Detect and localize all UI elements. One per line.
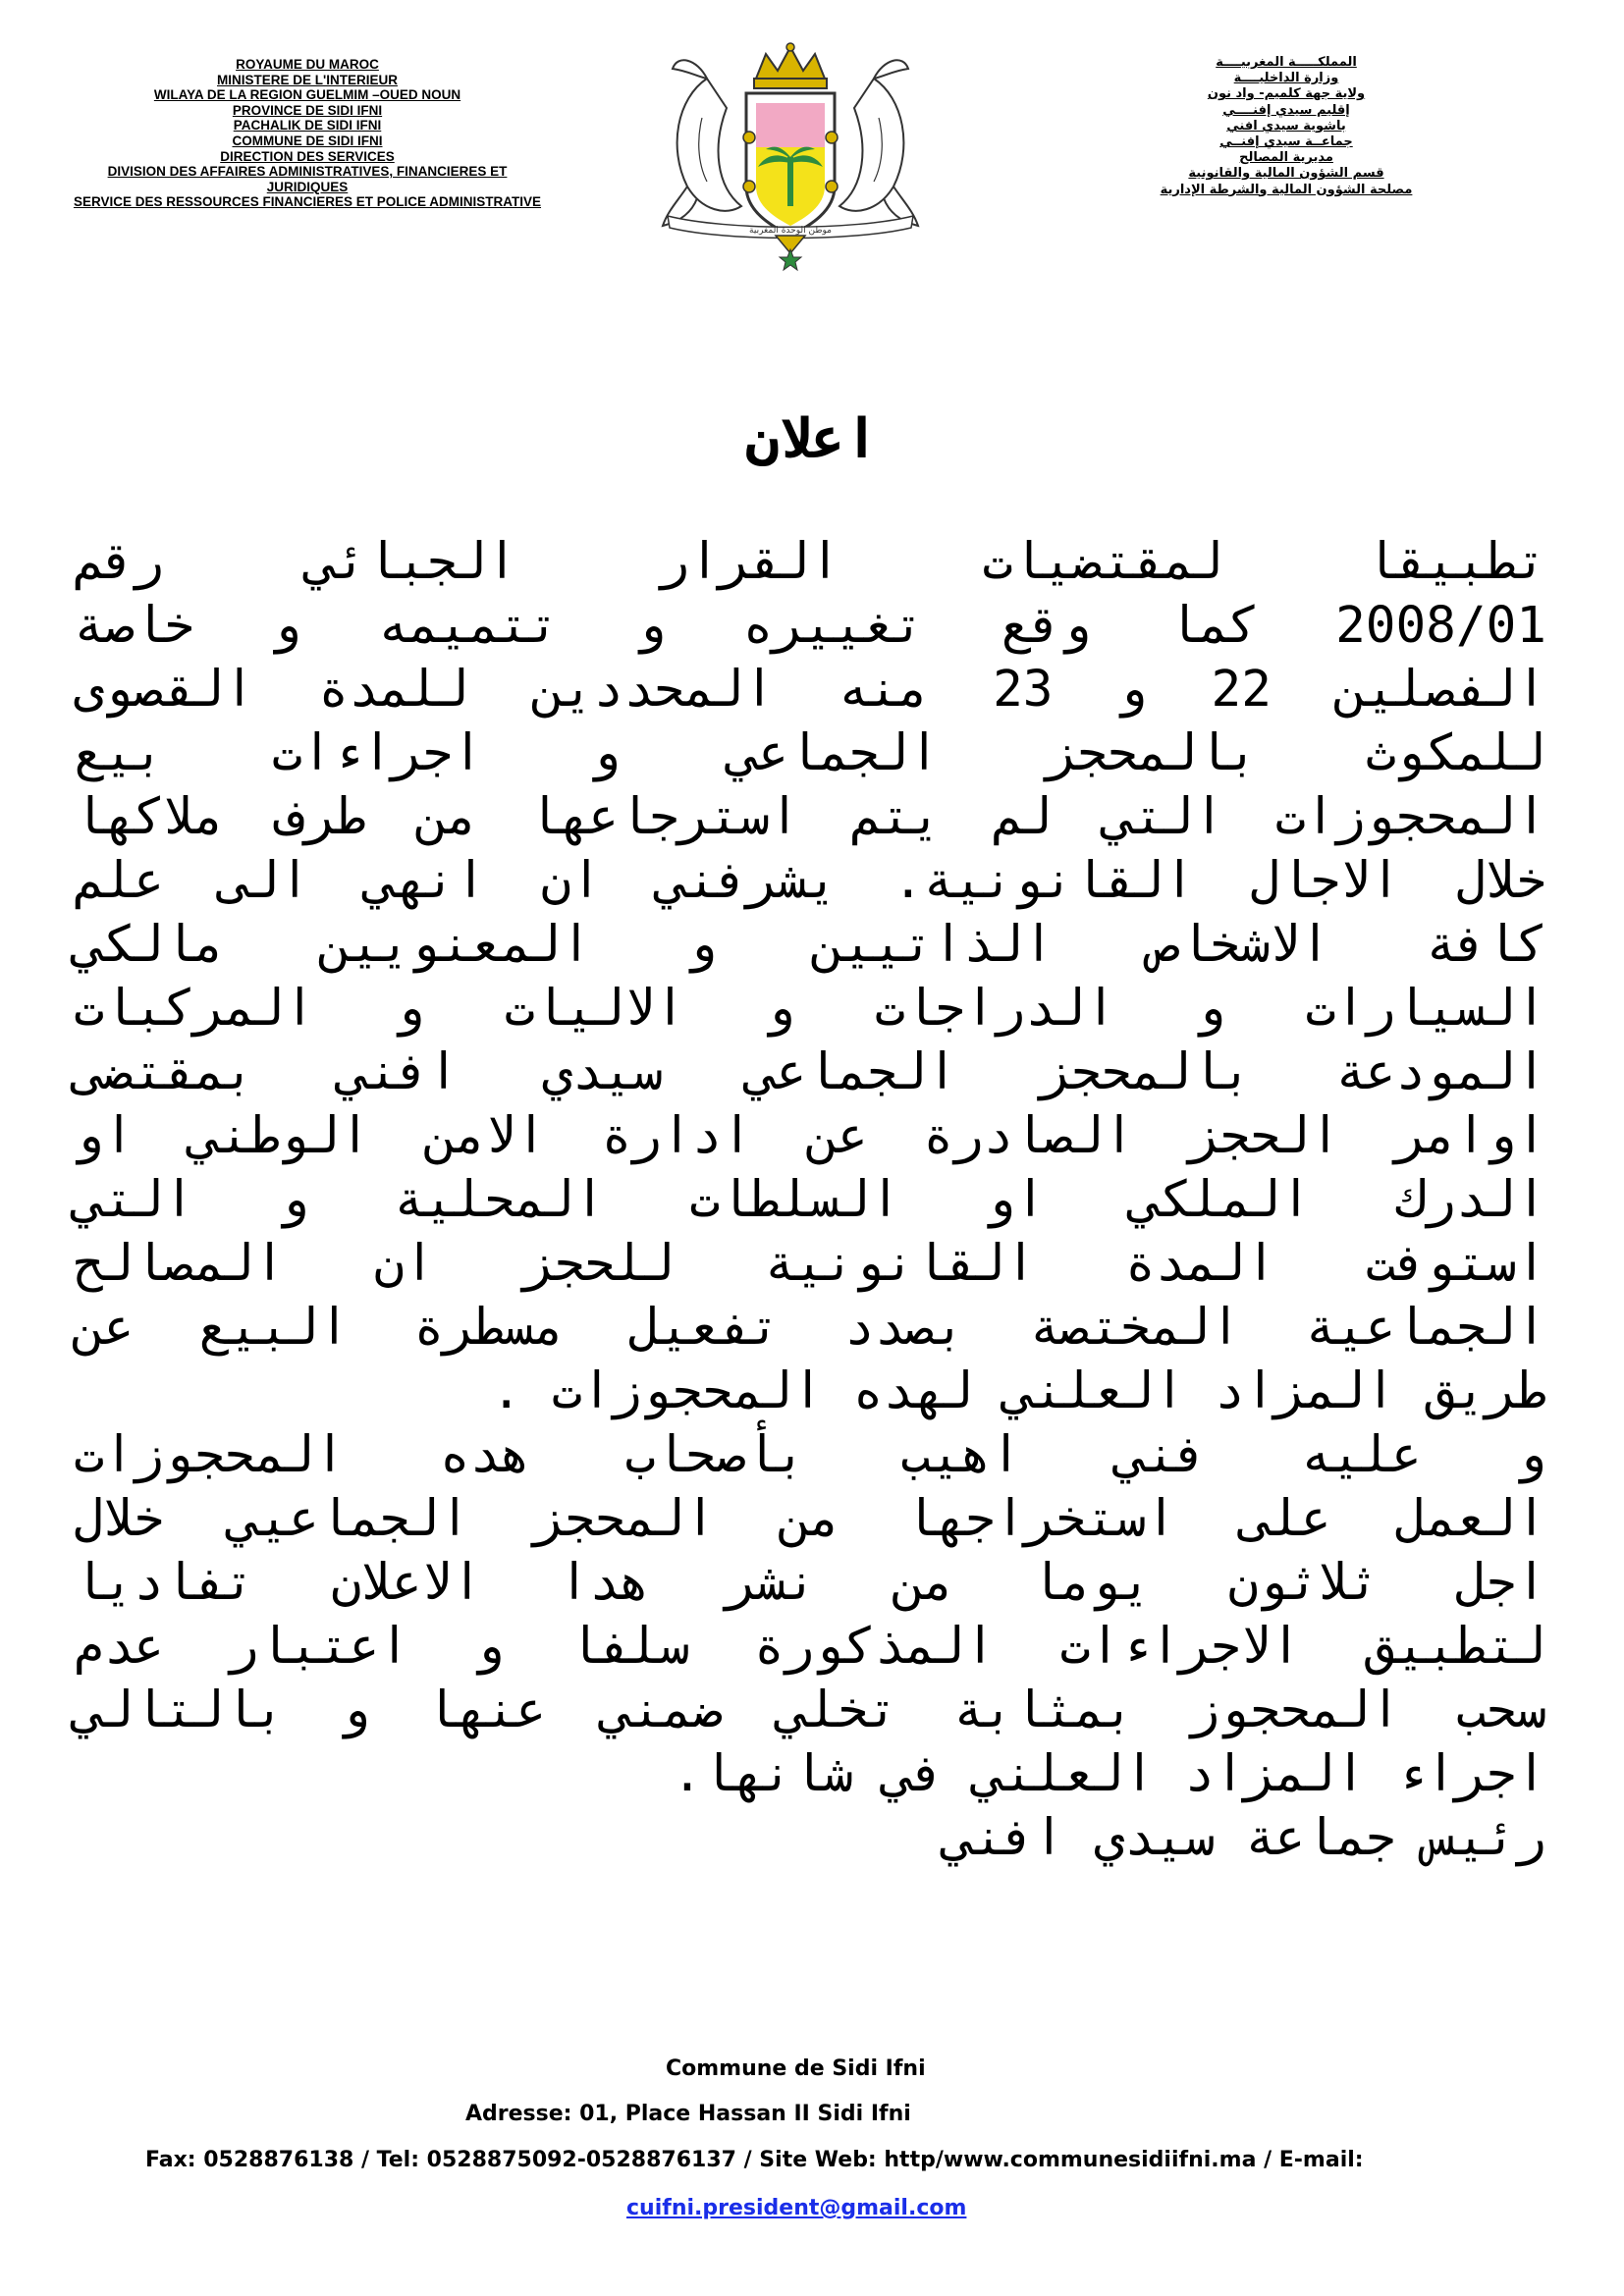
coat-of-arms	[648, 39, 933, 275]
body-line: اجراء المزاد العلني في شانها.	[672, 1745, 1546, 1803]
header-arabic	[1129, 55, 1443, 198]
header-ar-line: ولاية جهة كلميم- واد نون	[1207, 86, 1366, 102]
motto-text: موطن الوحدة المغربية	[749, 226, 832, 236]
crown-icon	[754, 43, 827, 88]
footer-email-link[interactable]: cuifni.president@gmail.com	[626, 2196, 967, 2220]
body-line: العمل على استخراجها من المحجز الجماعيي خلال	[74, 1490, 1546, 1548]
body-line: اوامر الحجز الصادرة عن ادارة الامن الوطني او	[74, 1107, 1546, 1165]
header-ar-line: قسم الشؤون المالية والقانونية	[1188, 166, 1384, 182]
body-line: المحجوزات التي لم يتم استرجاعها من طرف ملاكها	[74, 788, 1546, 846]
header-ar-line: مديرية المصالح	[1239, 150, 1333, 166]
body-line: طريق المزاد العلني لهده المحجوزات .	[491, 1362, 1546, 1420]
header-ar-line: باشوية سيدي افني	[1226, 118, 1346, 133]
header-fr-line: ROYAUME DU MAROC	[236, 57, 379, 72]
header-fr-line: SERVICE DES RESSOURCES FINANCIERES ET POLICE ADMINISTRATIVE	[73, 194, 542, 210]
header-fr-line: DIRECTION DES SERVICES	[220, 148, 395, 164]
shield	[743, 93, 838, 236]
star-pendant-icon	[776, 236, 805, 270]
header-fr-line: JURIDIQUES	[266, 179, 349, 194]
body-line: 2008/01 كما وقع تغييره و تتميمه و خاصة	[74, 597, 1546, 655]
header-ar-line: وزارة الداخليــــة	[1233, 71, 1339, 86]
body-line: سحب المحجوز بمثابة تخلي ضمني عنها و بالتالي	[74, 1682, 1546, 1739]
header-ar-line: إقليم سيدي إفنــــي	[1222, 102, 1350, 118]
header-fr-line: MINISTERE DE L'INTERIEUR	[217, 72, 398, 87]
body-line: المودعة بالمحجز الجماعي سيدي افني بمقتضى	[74, 1043, 1546, 1101]
header-french	[27, 57, 587, 210]
left-fish-supporter	[663, 60, 741, 226]
body-line: اجل ثلاثون يوما من نشر هدا الاعلان تفاديا	[74, 1554, 1546, 1612]
footer-contacts: Fax: 0528876138 / Tel: 0528875092-0528876137 / Site Web: http/www.communesidiifni.ma / E-mail:	[145, 2148, 1364, 2172]
body-line: لتطبيق الاجراءات المذكورة سلفا و اعتبار عدم	[74, 1618, 1546, 1676]
header-ar-line: المملكـــــة المغربيــــة	[1216, 55, 1357, 70]
body-line: السيارات و الدراجات و الاليات و المركبات	[74, 980, 1546, 1038]
footer-commune: Commune de Sidi Ifni	[666, 2056, 926, 2081]
header-ar-line: جماعــة سيدي إفنــي	[1219, 134, 1353, 150]
body-line: الجماعية المختصة بصدد تفعيل مسطرة البيع عن	[74, 1299, 1546, 1357]
header-fr-line: PROVINCE DE SIDI IFNI	[232, 102, 383, 118]
body-line: للمكوث بالمحجز الجماعي و اجراءات بيع	[74, 724, 1546, 782]
footer-address: Adresse: 01, Place Hassan II Sidi Ifni	[465, 2102, 911, 2126]
body-line: الفصلين 22 و 23 منه المحددين للمدة القصوى	[74, 661, 1546, 719]
header-fr-line: COMMUNE DE SIDI IFNI	[232, 133, 383, 148]
right-fish-supporter	[839, 60, 918, 226]
header-fr-line: WILAYA DE LA REGION GUELMIM –OUED NOUN	[153, 87, 461, 103]
body-line: و عليه فني اهيب بأصحاب هده المحجوزات	[74, 1426, 1546, 1484]
signature-line: رئيس جماعة سيدي افني	[943, 1809, 1546, 1867]
body-line: خلال الاجال القانونية. يشرفني ان انهي الى علم	[74, 852, 1546, 910]
body-line: تطبيقا لمقتضيات القرار الجبائي رقم	[74, 533, 1546, 591]
body-line: كافة الاشخاص الذاتيين و المعنويين مالكي	[74, 916, 1546, 974]
page-title: اعلان	[745, 407, 879, 471]
body-line: استوفت المدة القانونية للحجز ان المصالح	[74, 1235, 1546, 1293]
body-line: الدرك الملكي او السلطات المحلية و التي	[74, 1171, 1546, 1229]
notice-body	[74, 530, 1546, 1870]
header-fr-line: PACHALIK DE SIDI IFNI	[233, 118, 382, 133]
header-fr-line: DIVISION DES AFFAIRES ADMINISTRATIVES, FINANCIERES ET	[107, 164, 508, 180]
header-ar-line: مصلحة الشؤون المالية والشرطة الإدارية	[1160, 182, 1413, 197]
